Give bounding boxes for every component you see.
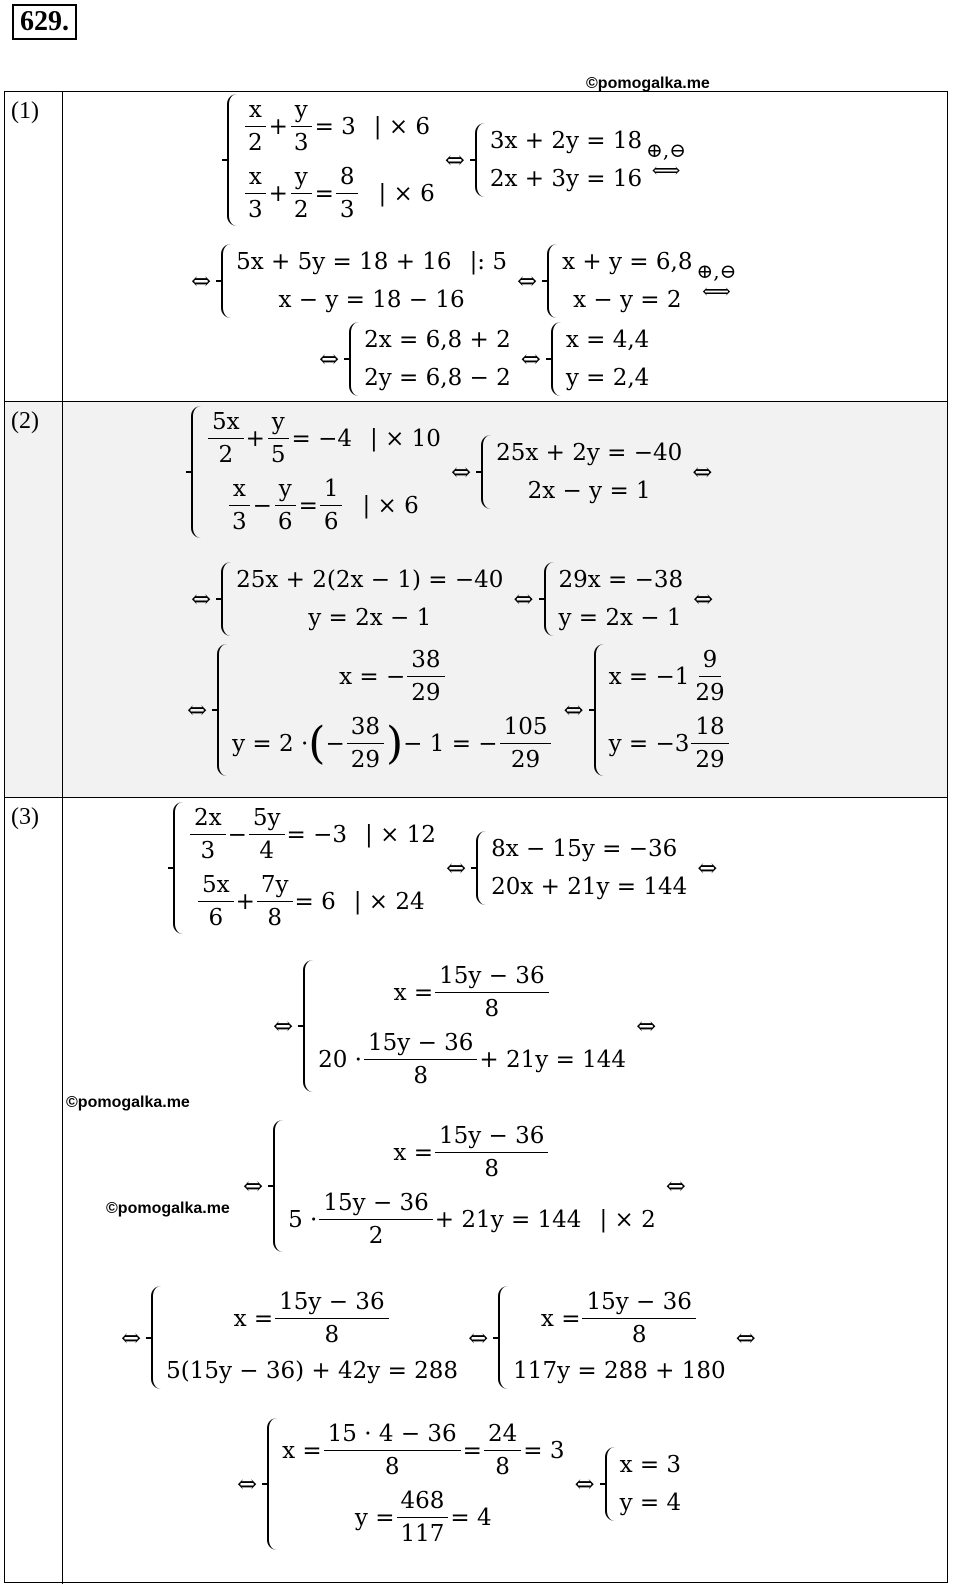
step-line (263, 960, 666, 1092)
equation (318, 1027, 626, 1092)
equation: 117y = 288 + 180 (513, 1358, 726, 1384)
math-text: ⊕,⊖ (696, 259, 737, 283)
fraction (324, 1418, 461, 1483)
parenthesis: ( (308, 717, 326, 769)
equation-system (267, 1418, 564, 1550)
brace (476, 831, 486, 905)
fraction-numerator: 7y (257, 869, 293, 902)
brace (481, 435, 491, 509)
equivalence-arrow: ⇔ (697, 854, 718, 882)
equation: 3x + 2y = 18 (489, 128, 643, 154)
fraction-numerator: 38 (347, 711, 384, 744)
math-text: 5 · (288, 1206, 318, 1233)
fraction (500, 711, 552, 776)
equation (339, 644, 446, 709)
equation (232, 711, 553, 776)
fraction-numerator: 15y − 36 (319, 1187, 432, 1220)
fraction-denominator: 8 (495, 1454, 510, 1480)
fraction-numerator: 18 (691, 711, 728, 744)
brace (547, 244, 557, 318)
brace (267, 1418, 277, 1550)
equivalence-arrow: ⇔ (444, 146, 465, 174)
equivalence-arrow: ⇔ (450, 458, 472, 486)
equation-system (481, 435, 682, 509)
equation-system (221, 562, 503, 636)
fraction (397, 1485, 449, 1550)
equation-list (609, 644, 731, 776)
fraction (249, 802, 285, 867)
equation-system (273, 1120, 656, 1252)
equation (355, 1485, 492, 1550)
equation (226, 473, 441, 538)
fraction (484, 1418, 521, 1483)
equation (609, 711, 731, 776)
brace (349, 322, 359, 396)
math-text: = −3 (286, 821, 348, 848)
answer-system (551, 322, 649, 396)
fraction (290, 161, 313, 226)
math-text: + (268, 113, 288, 140)
step-line (227, 1418, 681, 1550)
fraction (364, 1027, 477, 1092)
math-text: + (268, 180, 288, 207)
math-text: 5x + 5y = 18 + 16 (236, 249, 452, 275)
equation (288, 1187, 656, 1252)
fraction-denominator: 3 (293, 130, 309, 156)
answer-system (594, 644, 731, 776)
step-line (173, 802, 727, 934)
fraction-denominator: 8 (324, 1322, 340, 1348)
math-text: ⟺ (702, 279, 731, 303)
fraction-numerator: 15y − 36 (435, 1120, 548, 1153)
math-text: y = −3 (608, 730, 690, 757)
equation: y = 4 (619, 1490, 682, 1516)
equation: x − y = 2 (573, 287, 682, 313)
fraction (582, 1286, 695, 1351)
equation (206, 406, 441, 471)
equation: x + y = 6,8 (562, 249, 693, 275)
fraction (319, 1187, 432, 1252)
multiplier-note: | × 24 (353, 888, 425, 915)
step-line (227, 94, 686, 226)
fraction-numerator: 8 (336, 161, 359, 194)
equation (234, 1286, 391, 1351)
equation-system (151, 1286, 458, 1389)
step-line (181, 562, 723, 636)
math-text: = (314, 180, 334, 207)
equation-list (491, 831, 687, 905)
equation: 5(15y − 36) + 42y = 288 (166, 1358, 459, 1384)
equation: x = 3 (619, 1452, 682, 1478)
brace (498, 1286, 508, 1389)
math-text: 20 · (318, 1046, 362, 1073)
multiplier-note: |: 5 (469, 249, 508, 275)
math-text: x = (393, 1139, 433, 1166)
brace (544, 562, 554, 636)
equation (609, 644, 731, 709)
equation-system (217, 644, 553, 776)
math-text: + (245, 425, 265, 452)
equation-system (191, 406, 441, 538)
fraction-denominator: 8 (384, 1454, 400, 1480)
fraction-denominator: 6 (208, 905, 224, 931)
equivalence-arrow: ⇔ (517, 267, 538, 295)
fraction-denominator: 3 (232, 509, 247, 535)
equivalence-arrow: ⇔ (665, 1172, 686, 1200)
fraction-numerator: y (275, 473, 296, 506)
equation-list (288, 1120, 656, 1252)
equivalence-arrow: ⇔ (273, 1012, 294, 1040)
math-text: = 3 (314, 113, 356, 140)
equation: y = 2x − 1 (558, 605, 682, 631)
fraction-denominator: 8 (484, 1156, 500, 1182)
equation-list (242, 94, 435, 226)
fraction (267, 406, 290, 471)
equation-system (221, 244, 507, 318)
brace (475, 123, 485, 197)
multiplier-note: | × 10 (370, 425, 441, 452)
watermark: ©pomogalka.me (106, 1200, 230, 1217)
equation: 25x + 2(2x − 1) = −40 (236, 567, 504, 593)
fraction-numerator: 2x (190, 802, 226, 835)
fraction (244, 94, 267, 159)
brace (273, 1120, 283, 1252)
equivalence-arrow: ⇔ (574, 1470, 595, 1498)
fraction (347, 711, 384, 776)
watermark: ©pomogalka.me (66, 1094, 190, 1111)
add-subtract-operation (646, 140, 686, 180)
fraction (208, 406, 244, 471)
fraction-denominator: 29 (411, 680, 441, 706)
brace (605, 1447, 615, 1521)
equation-list (188, 802, 436, 934)
step-line (309, 322, 649, 396)
fraction-numerator: 5x (198, 869, 234, 902)
equation (393, 1120, 550, 1185)
equation-list (620, 1447, 682, 1521)
step-line (191, 406, 722, 538)
equivalence-arrow: ⇔ (191, 585, 212, 613)
equation (242, 161, 435, 226)
fraction-denominator: 8 (413, 1063, 429, 1089)
math-text: + 21y = 144 (479, 1046, 627, 1073)
step-line (181, 244, 736, 318)
equation: y = 2,4 (565, 365, 650, 391)
answer-system (605, 1447, 682, 1521)
fraction-denominator: 3 (339, 197, 355, 223)
solution-row-3 (5, 798, 947, 1584)
multiplier-note: | × 12 (365, 821, 436, 848)
fraction (407, 644, 444, 709)
fraction (275, 1286, 388, 1351)
equation: 20x + 21y = 144 (491, 874, 688, 900)
fraction-numerator: 15y − 36 (364, 1027, 477, 1060)
fraction-numerator: y (291, 161, 312, 194)
fraction-denominator: 8 (484, 996, 500, 1022)
multiplier-note: | × 6 (373, 113, 431, 140)
brace (227, 94, 237, 226)
fraction-denominator: 4 (259, 838, 275, 864)
row-label: (1) (5, 92, 63, 401)
equation-list (559, 562, 684, 636)
fraction-denominator: 2 (368, 1223, 384, 1249)
equation: x − y = 18 − 16 (278, 287, 465, 313)
equation: x = 4,4 (565, 327, 650, 353)
math-text: x = − (339, 663, 406, 690)
equation-list (236, 562, 503, 636)
fraction-numerator: 5x (208, 406, 244, 439)
fraction-numerator: x (245, 161, 266, 194)
equation-system (476, 831, 687, 905)
equation-list (513, 1286, 725, 1389)
fraction-denominator: 29 (695, 747, 725, 773)
equation-system (227, 94, 435, 226)
multiplier-note: | × 2 (599, 1206, 656, 1233)
fraction (190, 802, 226, 867)
equation (282, 1418, 564, 1483)
multiplier-note: | × 6 (378, 180, 435, 207)
equation-list (364, 322, 511, 396)
equation-system (349, 322, 511, 396)
equation-system (544, 562, 684, 636)
fraction-numerator: 468 (397, 1485, 449, 1518)
fraction-numerator: 9 (699, 644, 722, 677)
equation: 8x − 15y = −36 (491, 836, 678, 862)
fraction (274, 473, 297, 538)
math-text: + 21y = 144 (434, 1206, 582, 1233)
equivalence-arrow: ⇔ (468, 1323, 489, 1352)
equation-system (498, 1286, 725, 1389)
step-line (177, 644, 731, 776)
equation-list (318, 960, 626, 1092)
step-line (111, 1286, 766, 1389)
math-text: ⟺ (651, 158, 681, 182)
equation-system (547, 244, 692, 318)
fraction (228, 473, 251, 538)
math-text: x = (393, 979, 434, 1006)
equivalence-arrow: ⇔ (237, 1470, 258, 1498)
fraction (257, 869, 293, 934)
brace (221, 562, 231, 636)
equivalence-arrow: ⇔ (191, 267, 212, 295)
math-text: = −4 (291, 425, 353, 452)
solution-row-1 (5, 92, 947, 402)
equivalence-arrow: ⇔ (735, 1323, 756, 1352)
equation (196, 869, 436, 934)
equation-list (496, 435, 682, 509)
fraction (435, 1120, 548, 1185)
math-text: x = (233, 1305, 274, 1332)
equation: 2x + 3y = 16 (489, 166, 643, 192)
equation-list (490, 123, 642, 197)
equation (236, 244, 507, 280)
math-text: − (227, 821, 247, 848)
fraction-denominator: 2 (218, 442, 234, 468)
math-text: − (252, 492, 272, 519)
fraction-denominator: 3 (200, 838, 216, 864)
fraction-numerator: 15y − 36 (275, 1286, 388, 1319)
fraction-numerator: 38 (407, 644, 444, 677)
fraction-numerator: 15 · 4 − 36 (324, 1418, 461, 1451)
equation (242, 94, 435, 159)
equation-system (173, 802, 436, 934)
equivalence-arrow: ⇔ (693, 585, 714, 613)
equation (541, 1286, 698, 1351)
equivalence-arrow: ⇔ (636, 1012, 657, 1040)
step-line (233, 1120, 696, 1252)
equivalence-arrow: ⇔ (187, 696, 208, 724)
math-text: x = −1 (608, 663, 690, 690)
math-text: = 4 (450, 1504, 492, 1531)
fraction (198, 869, 234, 934)
equivalence-arrow: ⇔ (513, 585, 534, 613)
fraction-numerator: 1 (320, 473, 343, 506)
brace (173, 802, 183, 934)
fraction-numerator: x (245, 94, 266, 127)
equivalence-arrow: ⇔ (319, 345, 340, 373)
fraction-denominator: 2 (248, 130, 263, 156)
equation: 25x + 2y = −40 (496, 440, 683, 466)
parenthesis: ) (386, 717, 404, 769)
math-text: = 6 (294, 888, 336, 915)
math-text: = (462, 1437, 482, 1464)
fraction-numerator: 5y (249, 802, 285, 835)
multiplier-note: | × 6 (362, 492, 419, 519)
row-label: (2) (5, 402, 63, 797)
brace (151, 1286, 161, 1389)
fraction-denominator: 117 (400, 1521, 445, 1547)
math-text: ⊕,⊖ (646, 138, 687, 162)
fraction (320, 473, 343, 538)
equivalence-arrow: ⇔ (692, 458, 713, 486)
problem-number: 629. (12, 4, 77, 40)
math-text: = (298, 492, 318, 519)
math-text: y = (354, 1504, 395, 1531)
equation: 2x = 6,8 + 2 (364, 327, 511, 353)
equation-system (475, 123, 642, 197)
fraction-numerator: 24 (484, 1418, 521, 1451)
fraction (244, 161, 267, 226)
add-subtract-operation (696, 261, 736, 301)
math-text: − (325, 730, 345, 757)
equation: 2y = 6,8 − 2 (364, 365, 511, 391)
fraction-denominator: 2 (293, 197, 309, 223)
equation-list (566, 322, 649, 396)
equation-list (282, 1418, 564, 1550)
equation-list (206, 406, 441, 538)
brace (303, 960, 313, 1092)
math-text: + (235, 888, 255, 915)
equation-list (562, 244, 692, 318)
watermark: ©pomogalka.me (586, 75, 710, 92)
fraction (290, 94, 313, 159)
math-text: − 1 = − (403, 730, 498, 757)
equivalence-arrow: ⇔ (563, 696, 584, 724)
brace (191, 406, 201, 538)
fraction-denominator: 29 (350, 747, 380, 773)
fraction-denominator: 6 (277, 509, 293, 535)
equation (188, 802, 436, 867)
fraction-denominator: 8 (631, 1322, 647, 1348)
row-label: (3) (5, 798, 63, 1584)
math-text: y = 2 · (232, 730, 309, 757)
equivalence-arrow: ⇔ (445, 854, 467, 882)
brace (217, 644, 227, 776)
math-text: x = (540, 1305, 581, 1332)
equation: y = 2x − 1 (308, 605, 432, 631)
fraction-numerator: 15y − 36 (435, 960, 548, 993)
fraction-numerator: 15y − 36 (582, 1286, 695, 1319)
fraction (691, 711, 728, 776)
math-text: x = (282, 1437, 322, 1464)
fraction-denominator: 6 (323, 509, 339, 535)
fraction-numerator: y (291, 94, 312, 127)
fraction (435, 960, 548, 1025)
math-text: = 3 (523, 1437, 565, 1464)
fraction (336, 161, 359, 226)
equation-list (236, 244, 507, 318)
brace (594, 644, 604, 776)
fraction (691, 644, 728, 709)
fraction-numerator: 105 (500, 711, 552, 744)
solution-table (4, 91, 948, 1583)
equivalence-arrow: ⇔ (243, 1172, 264, 1200)
fraction-denominator: 8 (267, 905, 283, 931)
brace (551, 322, 561, 396)
fraction-numerator: x (229, 473, 250, 506)
equivalence-arrow: ⇔ (121, 1323, 142, 1352)
solution-row-2 (5, 402, 947, 798)
fraction-denominator: 5 (270, 442, 286, 468)
equation-system (303, 960, 626, 1092)
equation-list (166, 1286, 458, 1389)
fraction-denominator: 29 (695, 680, 725, 706)
fraction-denominator: 29 (510, 747, 541, 773)
equation (394, 960, 551, 1025)
equivalence-arrow: ⇔ (520, 345, 541, 373)
equation: 29x = −38 (558, 567, 684, 593)
fraction-numerator: y (268, 406, 289, 439)
brace (221, 244, 231, 318)
equation: 2x − y = 1 (527, 478, 651, 504)
equation-list (232, 644, 553, 776)
fraction-denominator: 3 (248, 197, 263, 223)
